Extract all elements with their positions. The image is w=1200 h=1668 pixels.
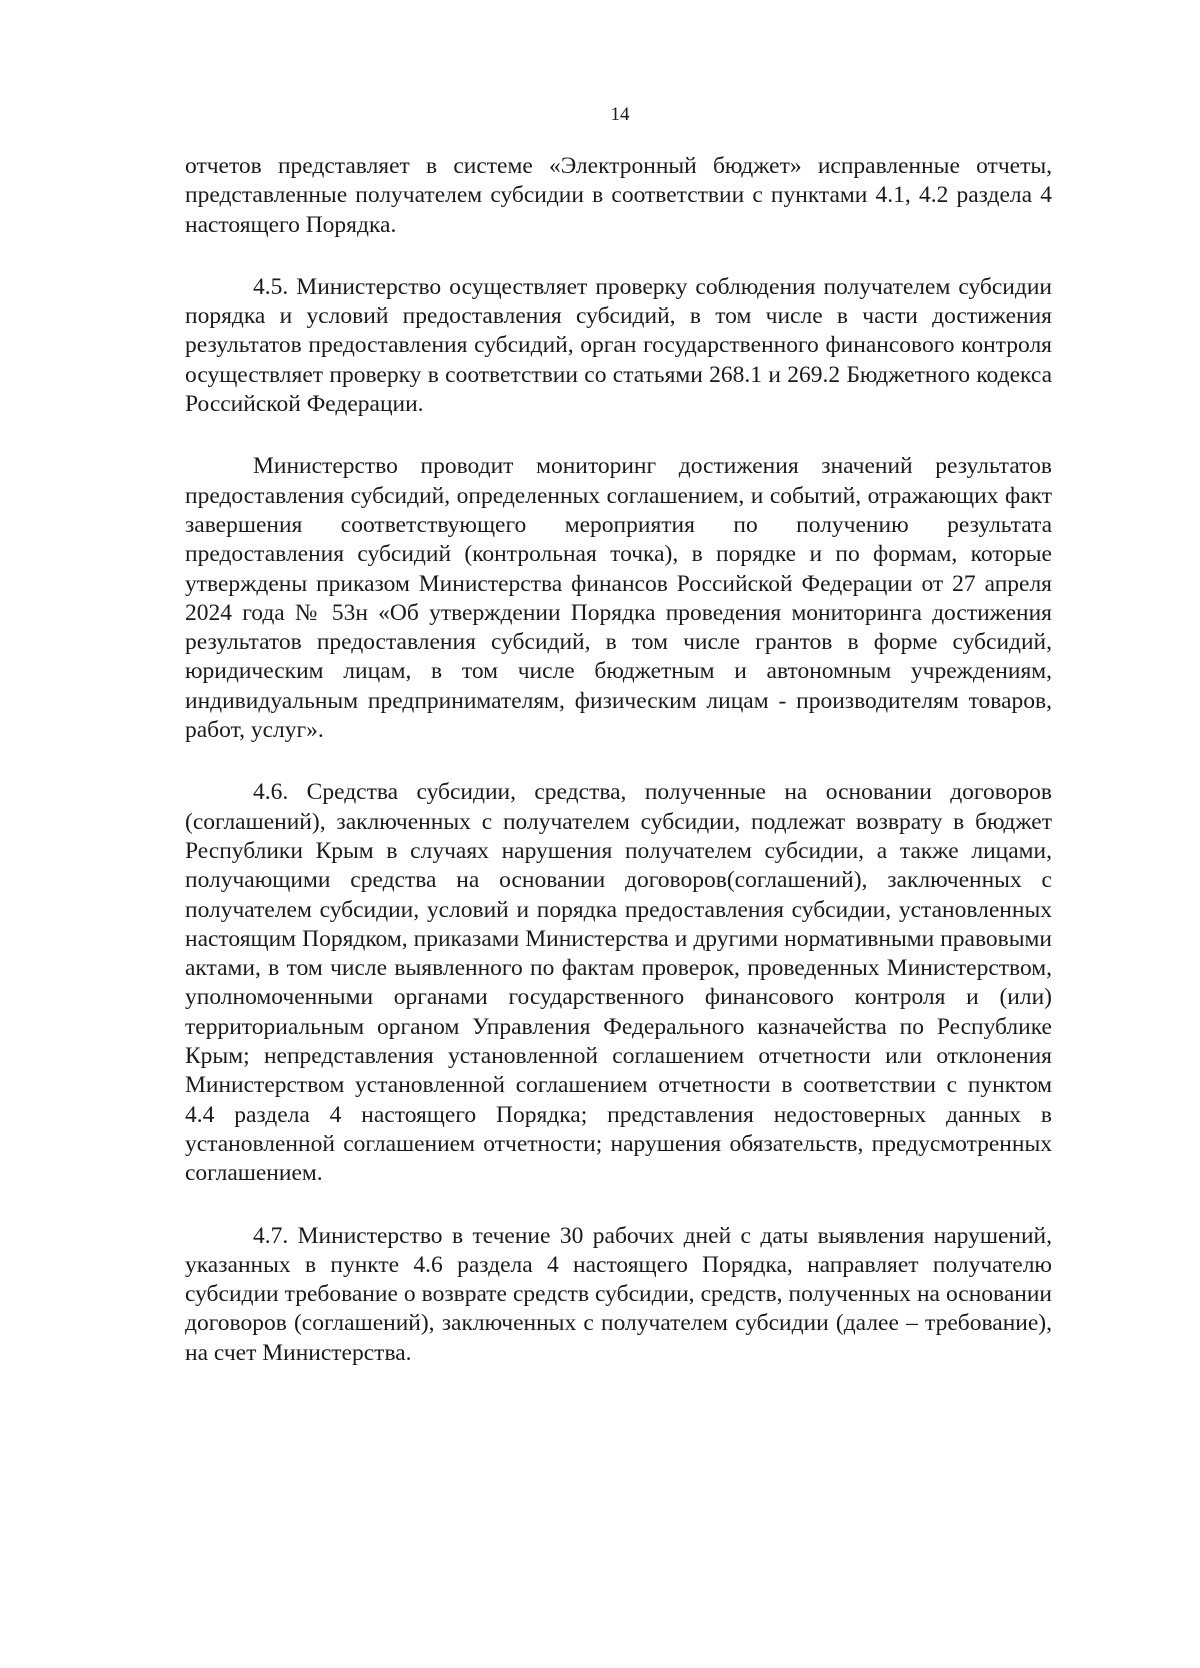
paragraph-4-6: 4.6. Средства субсидии, средства, полученные на основании договоров (соглашений), заключенных с получателем субсидии, подлежат возврату в бюджет Республики Крым в случаях нарушения получателем субсидии, а также лицами, получающими средства на основании договоров(соглашений), заключенных с получателем субсидии, условий и порядка предоставления субсидии, установленных настоящим Порядком, приказами Министерства и другими нормативными правовыми актами, в том числе выявленного по фактам проверок, проведенных Министерством, уполномоченными органами государственного финансового контроля и (или) территориальным органом Управления Федерального казначейства по Республике Крым; непредставления установленной соглашением отчетности или отклонения Министерством установленной соглашением отчетности в соответствии с пунктом 4.4 раздела 4 настоящего Порядка; представления недостоверных данных в установленной соглашением отчетности; нарушения обязательств, предусмотренных соглашением. — [185, 779, 1052, 1187]
document-body — [185, 152, 1052, 1401]
paragraph-4-5: 4.5. Министерство осуществляет проверку соблюдения получателем субсидии порядка и условий предоставления субсидий, в том числе в части достижения результатов предоставления субсидий, орган государственного финансового контроля осуществляет проверку в соответствии со статьями 268.1 и 269.2 Бюджетного кодекса Российской Федерации. — [185, 273, 1052, 418]
page-number: 14 — [610, 104, 630, 125]
paragraph-monitoring: Министерство проводит мониторинг достижения значений результатов предоставления субсидий, определенных соглашением, и событий, отражающих факт завершения соответствующего мероприятия по получению результата предоставления субсидий (контрольная точка), в порядке и по формам, которые утверждены приказом Министерства финансов Российской Федерации от 27 апреля 2024 года № 53н «Об утверждении Порядка проведения мониторинга достижения результатов предоставления субсидий, в том числе грантов в форме субсидий, юридическим лицам, в том числе бюджетным и автономным учреждениям, индивидуальным предпринимателям, физическим лицам - производителям товаров, работ, услуг». — [185, 453, 1052, 744]
paragraph-4-7: 4.7. Министерство в течение 30 рабочих дней с даты выявления нарушений, указанных в пункте 4.6 раздела 4 настоящего Порядка, направляет получателю субсидии требование о возврате средств субсидии, средств, полученных на основании договоров (соглашений), заключенных с получателем субсидии (далее – требование), на счет Министерства. — [185, 1222, 1052, 1366]
paragraph-continuation: отчетов представляет в системе «Электронный бюджет» исправленные отчеты, представленные получателем субсидии в соответствии с пунктами 4.1, 4.2 раздела 4 настоящего Порядка. — [185, 153, 1052, 238]
